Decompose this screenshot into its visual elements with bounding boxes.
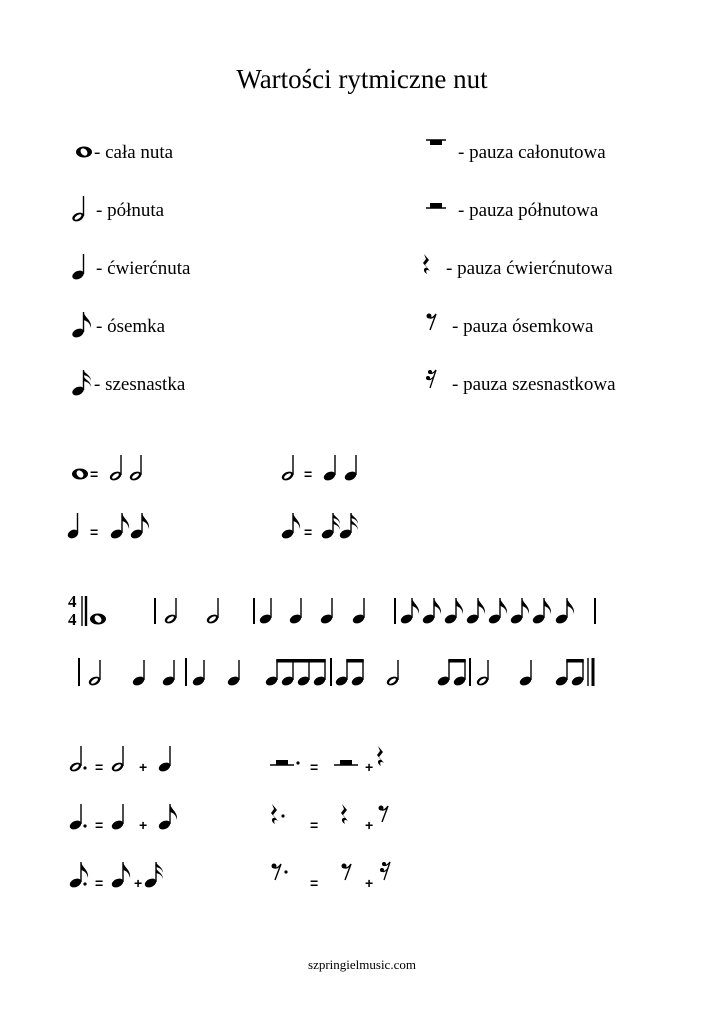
- quarter-note-icon: [343, 455, 357, 482]
- equal-sign: =: [310, 817, 319, 833]
- eighth-note-icon: [110, 862, 130, 889]
- half-rest-icon: [424, 196, 454, 226]
- eighth-rest-icon: [424, 312, 454, 342]
- eighth-rest-icon: [342, 864, 352, 881]
- legend-label: - pauza szesnastkowa: [452, 374, 616, 395]
- legend-label: - pauza całonutowa: [458, 142, 606, 163]
- beamed-eighth-group: [334, 659, 364, 687]
- equal-sign: =: [90, 524, 99, 540]
- legend-label: - ósemka: [96, 316, 166, 337]
- whole-note-icon: [90, 614, 106, 625]
- half-note-icon: [280, 455, 294, 482]
- legend-label: - ćwierćnuta: [96, 258, 191, 279]
- quarter-note-icon: [351, 598, 365, 625]
- sixteenth-rest-icon: [380, 862, 390, 880]
- quarter-rest-icon: [377, 746, 384, 766]
- plus-sign: +: [139, 759, 148, 775]
- quarter-note-icon: [66, 513, 79, 540]
- legend-eighth-note: [70, 312, 330, 342]
- dotted-quarter-note-icon: [68, 804, 86, 831]
- plus-sign: +: [134, 875, 143, 891]
- quarter-note-icon: [322, 455, 336, 482]
- quarter-note-icon: [161, 660, 175, 687]
- dotted-half-rest-icon: [270, 760, 300, 765]
- page-title: Wartości rytmiczne nut: [236, 64, 488, 94]
- eighth-note-icon: [465, 598, 485, 625]
- eighth-note-icon: [443, 598, 463, 625]
- dotted-eighth-rest-equivalence: [266, 858, 416, 892]
- rhythm-line-2: [64, 650, 674, 696]
- time-signature-top: 4: [68, 592, 77, 611]
- eighth-note-icon: [487, 598, 507, 625]
- equivalence-quarter-eighth: [70, 508, 200, 542]
- dotted-eighth-note-icon: [68, 862, 88, 889]
- quarter-rest-icon: [418, 254, 448, 284]
- legend-label: - cała nuta: [94, 142, 174, 163]
- rhythm-line-1: [64, 590, 674, 636]
- equal-sign: =: [304, 524, 313, 540]
- half-note-icon: [87, 660, 101, 687]
- dotted-eighth-rest-icon: [272, 864, 288, 881]
- equal-sign: =: [90, 466, 99, 482]
- dotted-half-equivalence: [68, 742, 198, 776]
- legend-whole-note: [70, 138, 330, 168]
- half-note-icon: [110, 746, 124, 773]
- half-note-icon: [108, 455, 122, 482]
- equivalence-eighth-sixteenth: [280, 508, 410, 542]
- eighth-note-icon: [399, 598, 419, 625]
- plus-sign: +: [365, 817, 374, 833]
- whole-rest-icon: [424, 138, 454, 168]
- time-signature: [68, 592, 77, 629]
- legend-label: - pauza półnutowa: [458, 200, 599, 221]
- final-barline: [588, 658, 593, 686]
- legend-label: - pauza ćwierćnutowa: [446, 258, 613, 279]
- half-rest-icon: [334, 760, 358, 765]
- quarter-rest-icon: [341, 804, 348, 824]
- equivalence-half-quarter: [280, 450, 410, 484]
- half-note-icon: [205, 598, 219, 625]
- quarter-note-icon: [131, 660, 145, 687]
- dotted-quarter-rest-icon: [271, 804, 285, 824]
- legend-label: - szesnastka: [94, 374, 186, 395]
- beamed-eighth-group: [436, 659, 466, 687]
- legend-sixteenth-rest: [424, 370, 704, 400]
- equal-sign: =: [95, 759, 104, 775]
- quarter-note-icon: [319, 598, 333, 625]
- legend-whole-rest: [424, 138, 704, 168]
- eighth-note-icon: [509, 598, 529, 625]
- legend-quarter-rest: [418, 254, 708, 284]
- legend-label: - półnuta: [96, 200, 165, 221]
- legend-eighth-rest: [424, 312, 704, 342]
- quarter-note-icon: [258, 598, 272, 625]
- quarter-note-icon: [288, 598, 302, 625]
- beamed-eighth-group: [264, 659, 326, 687]
- dotted-quarter-rest-equivalence: [266, 800, 416, 834]
- eighth-note-icon: [421, 598, 441, 625]
- dotted-eighth-equivalence: [68, 858, 198, 892]
- dotted-half-rest-equivalence: [266, 742, 416, 776]
- quarter-note-icon: [226, 660, 240, 687]
- half-note-icon: [163, 598, 177, 625]
- eighth-note-icon: [280, 513, 300, 540]
- quarter-note-icon: [518, 660, 532, 687]
- half-note-icon: [128, 455, 142, 482]
- equal-sign: =: [304, 466, 313, 482]
- repeat-barline: [82, 596, 86, 626]
- sixteenth-note-icon: [143, 862, 163, 889]
- legend-half-rest: [424, 196, 704, 226]
- eighth-note-icon: [157, 804, 177, 831]
- plus-sign: +: [365, 875, 374, 891]
- quarter-note-icon: [191, 660, 205, 687]
- equal-sign: =: [95, 875, 104, 891]
- eighth-note-icon: [531, 598, 551, 625]
- plus-sign: +: [365, 759, 374, 775]
- legend-sixteenth-note: [70, 370, 330, 400]
- footer-website: szpringielmusic.com: [308, 957, 416, 972]
- plus-sign: +: [139, 817, 148, 833]
- eighth-note-icon: [554, 598, 574, 625]
- quarter-note-icon: [157, 746, 171, 773]
- time-signature-bottom: 4: [68, 610, 77, 629]
- sixteenth-note-icon: [338, 513, 358, 540]
- equivalence-whole-half: [70, 450, 200, 484]
- half-note-icon: [385, 660, 399, 687]
- eighth-rest-icon: [379, 806, 389, 823]
- legend-half-note: [70, 196, 330, 226]
- half-note-icon: [475, 660, 489, 687]
- whole-note-icon: [72, 469, 88, 480]
- quarter-note-icon: [110, 804, 124, 831]
- equal-sign: =: [310, 759, 319, 775]
- dotted-half-note-icon: [68, 746, 86, 773]
- equal-sign: =: [310, 875, 319, 891]
- eighth-note-icon: [109, 513, 129, 540]
- sixteenth-note-icon: [320, 513, 340, 540]
- legend-quarter-note: [70, 254, 330, 284]
- beamed-eighth-group: [554, 659, 584, 687]
- dotted-quarter-equivalence: [68, 800, 198, 834]
- eighth-note-icon: [129, 513, 149, 540]
- legend-label: - pauza ósemkowa: [452, 316, 594, 337]
- equal-sign: =: [95, 817, 104, 833]
- sixteenth-rest-icon: [424, 370, 454, 400]
